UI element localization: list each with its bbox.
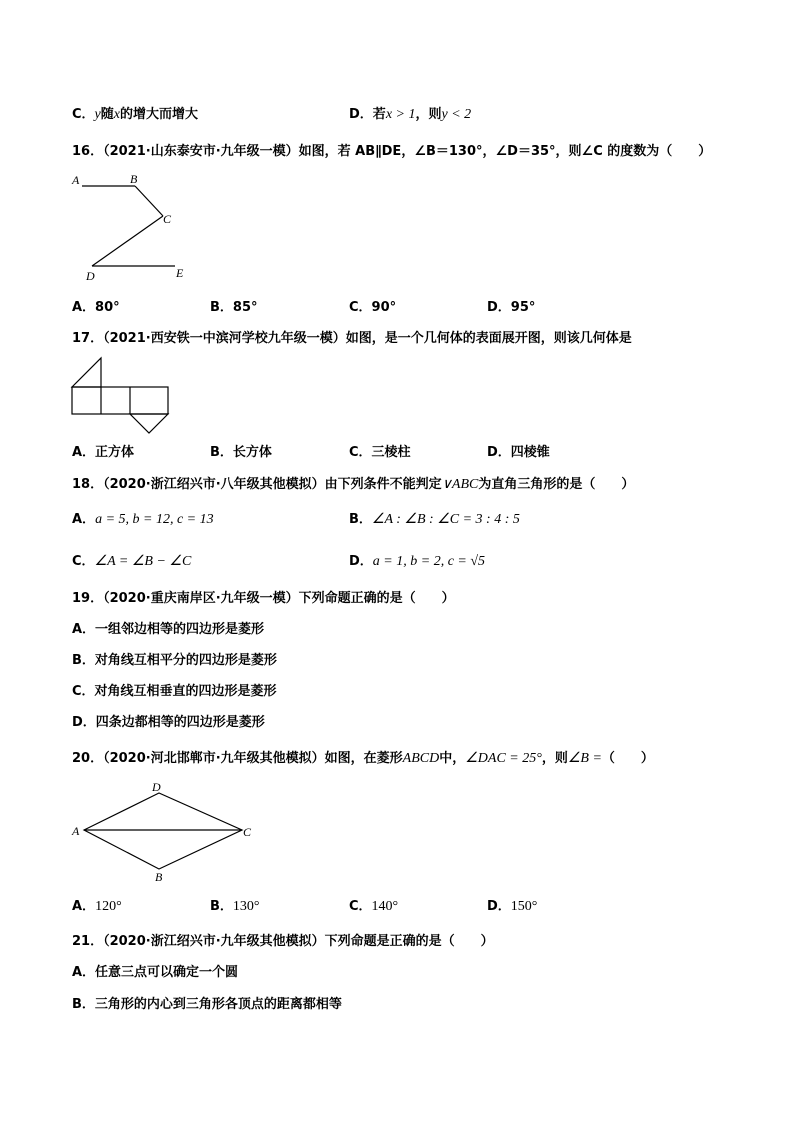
q16-label-b: B	[130, 172, 138, 186]
q20-label-a: A	[72, 824, 80, 838]
q15-option-d-text1: 若	[372, 107, 386, 122]
q17-net-rect-row	[72, 387, 168, 414]
q17-net-figure	[72, 358, 172, 436]
q18-option-b	[349, 511, 520, 529]
q16-option-c: C．90°	[349, 300, 397, 315]
q21-option-b: B．三角形的内心到三角形各顶点的距离都相等	[72, 997, 342, 1012]
q19-stem: 19．（2020·重庆南岸区·九年级一模）下列命题正确的是（ ）	[72, 591, 455, 606]
q15-option-c-var: y	[94, 107, 101, 122]
q16-option-d: D．95°	[487, 300, 536, 315]
q19-option-b: B．对角线互相平分的四边形是菱形	[72, 653, 277, 668]
q15-option-d-text2: ，则	[415, 107, 442, 122]
q15-option-d-cond: x > 1	[385, 107, 416, 122]
q18-option-d	[349, 553, 485, 571]
q15-option-c-var2: x	[113, 107, 120, 122]
q20-stem-angle: ∠DAC = 25°	[465, 751, 542, 766]
q18-option-a-letter: A．	[72, 512, 96, 527]
q20-stem-shape: ABCD	[402, 751, 440, 766]
q18-option-b-math: ∠A : ∠B : ∠C = 3 : 4 : 5	[371, 512, 520, 527]
q16-label-e: E	[176, 266, 184, 280]
q20-stem-part1: 20．（2020·河北邯郸市·九年级其他模拟）如图，在菱形	[72, 751, 403, 766]
q15-option-c-text2: 的增大而增大	[120, 107, 199, 122]
q17-option-b: B．长方体	[210, 445, 272, 460]
q16-label-a: A	[72, 173, 80, 187]
q20-stem-part3: ，则	[541, 751, 568, 766]
q20-option-a-letter: A．	[72, 899, 96, 914]
q18-option-d-letter: D．	[349, 554, 373, 569]
q20-stem-part2: 中，	[439, 751, 466, 766]
q19-option-a: A．一组邻边相等的四边形是菱形	[72, 622, 265, 637]
q17-option-a: A．正方体	[72, 445, 135, 460]
q15-option-d	[349, 106, 471, 124]
q20-stem	[72, 750, 654, 768]
q15-option-d-res: y < 2	[441, 107, 472, 122]
q17-stem: 17．（2021·西安铁一中滨河学校九年级一模）如图，是一个几何体的表面展开图，则该几何体是	[72, 331, 632, 346]
q17-option-d: D．四棱锥	[487, 445, 550, 460]
q16-option-b: B．85°	[210, 300, 258, 315]
q21-stem: 21．（2020·浙江绍兴市·九年级其他模拟）下列命题是正确的是（ ）	[72, 934, 494, 949]
q20-option-b-letter: B．	[210, 899, 233, 914]
q20-option-a-value: 120°	[95, 899, 122, 914]
q16-option-a: A．80°	[72, 300, 120, 315]
q18-option-c-math: ∠A = ∠B − ∠C	[94, 554, 192, 569]
q20-label-c: C	[243, 825, 252, 839]
q21-option-a: A．任意三点可以确定一个圆	[72, 965, 239, 980]
q18-option-a	[72, 511, 214, 529]
q18-stem-part1: 18．（2020·浙江绍兴市·八年级其他模拟）由下列条件不能判定	[72, 477, 442, 492]
q17-net-bottom-triangle	[130, 414, 168, 433]
q18-stem-triangle: ∨ABC	[441, 477, 479, 492]
q16-segment-cd	[92, 216, 163, 266]
q15-option-c-text1: 随	[100, 107, 114, 122]
q20-option-b-value: 130°	[232, 899, 260, 914]
q15-option-d-letter: D．	[349, 107, 373, 122]
q16-label-c: C	[163, 212, 172, 226]
q20-option-d	[487, 898, 537, 916]
q18-option-c-letter: C．	[72, 554, 95, 569]
q20-stem-ask: ∠B =	[567, 751, 602, 766]
q18-option-b-letter: B．	[349, 512, 372, 527]
q17-net-top-triangle	[72, 358, 101, 387]
q16-figure	[70, 170, 200, 285]
q18-option-a-math: a = 5, b = 12, c = 13	[95, 512, 214, 527]
q20-rhombus	[84, 793, 242, 869]
q16-stem: 16．（2021·山东泰安市·九年级一模）如图，若 AB∥DE，∠B＝130°，∠D＝35°，则∠C 的度数为（ ）	[72, 144, 712, 159]
q15-option-c	[72, 106, 198, 124]
q19-option-d: D．四条边都相等的四边形是菱形	[72, 715, 265, 730]
q20-option-c-letter: C．	[349, 899, 372, 914]
q19-option-c: C．对角线互相垂直的四边形是菱形	[72, 684, 277, 699]
q20-rhombus-figure	[70, 780, 260, 885]
q17-option-c: C．三棱柱	[349, 445, 411, 460]
q15-option-c-letter: C．	[72, 107, 95, 122]
q20-option-c	[349, 898, 398, 916]
q20-option-a	[72, 898, 122, 916]
q18-option-c	[72, 553, 191, 571]
q20-label-b: B	[155, 870, 163, 884]
q18-option-d-math: a = 1, b = 2, c = √5	[372, 554, 486, 569]
q18-stem	[72, 476, 634, 494]
q18-stem-part2: 为直角三角形的是（ ）	[478, 477, 635, 492]
q16-label-d: D	[86, 269, 95, 283]
q20-option-d-value: 150°	[510, 899, 538, 914]
q20-stem-part4: （ ）	[601, 751, 654, 766]
q20-option-b	[210, 898, 260, 916]
q20-option-c-value: 140°	[371, 899, 399, 914]
q16-segment-bc	[135, 186, 163, 216]
q20-option-d-letter: D．	[487, 899, 511, 914]
q20-label-d: D	[152, 780, 161, 794]
